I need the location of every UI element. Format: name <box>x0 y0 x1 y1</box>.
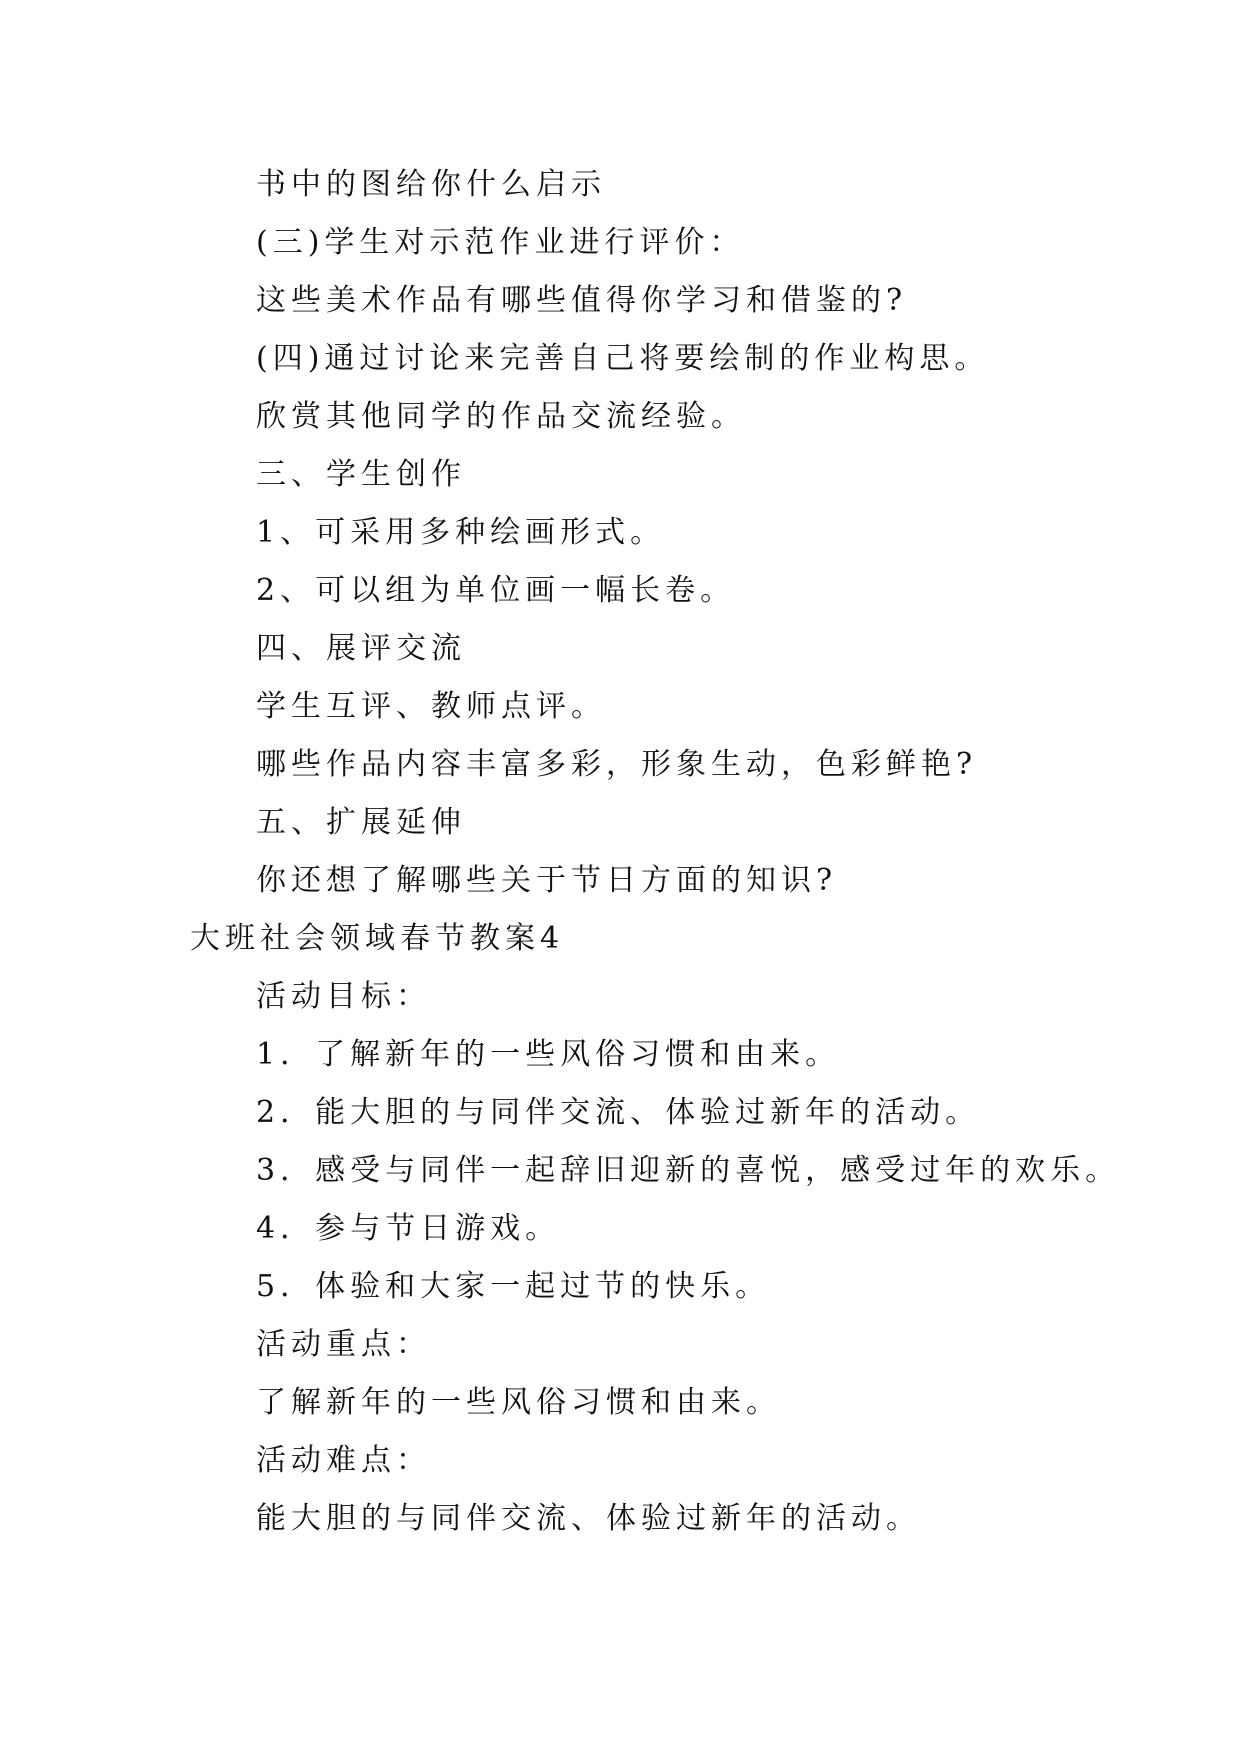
list-item: 1．了解新年的一些风俗习惯和由来。 <box>256 1037 841 1072</box>
paragraph-line: 欣赏其他同学的作品交流经验。 <box>256 399 746 434</box>
section-heading: 活动重点： <box>256 1327 431 1362</box>
document-title: 大班社会领域春节教案4 <box>190 921 565 956</box>
list-item: 3．感受与同伴一起辞旧迎新的喜悦，感受过年的欢乐。 <box>256 1153 1121 1188</box>
paragraph-line: 学生互评、教师点评。 <box>256 689 606 724</box>
paragraph-line: 了解新年的一些风俗习惯和由来。 <box>256 1385 781 1420</box>
section-heading: 活动目标： <box>256 979 431 1014</box>
paragraph-line: 能大胆的与同伴交流、体验过新年的活动。 <box>256 1501 921 1536</box>
section-heading: 活动难点： <box>256 1443 431 1478</box>
list-item: 5．体验和大家一起过节的快乐。 <box>256 1269 771 1304</box>
list-item: 2、可以组为单位画一幅长卷。 <box>256 573 736 608</box>
section-subheading: (三)学生对示范作业进行评价： <box>256 225 745 260</box>
section-subheading: (四)通过讨论来完善自己将要绘制的作业构思。 <box>256 341 990 376</box>
section-heading: 五、扩展延伸 <box>256 805 466 840</box>
list-item: 4．参与节日游戏。 <box>256 1211 561 1246</box>
paragraph-line: 书中的图给你什么启示 <box>256 167 606 202</box>
paragraph-line: 这些美术作品有哪些值得你学习和借鉴的? <box>256 283 908 318</box>
section-heading: 四、展评交流 <box>256 631 466 666</box>
paragraph-line: 你还想了解哪些关于节日方面的知识? <box>256 863 838 898</box>
list-item: 1、可采用多种绘画形式。 <box>256 515 666 550</box>
list-item: 2．能大胆的与同伴交流、体验过新年的活动。 <box>256 1095 981 1130</box>
paragraph-line: 哪些作品内容丰富多彩，形象生动，色彩鲜艳? <box>256 747 978 782</box>
section-heading: 三、学生创作 <box>256 457 466 492</box>
